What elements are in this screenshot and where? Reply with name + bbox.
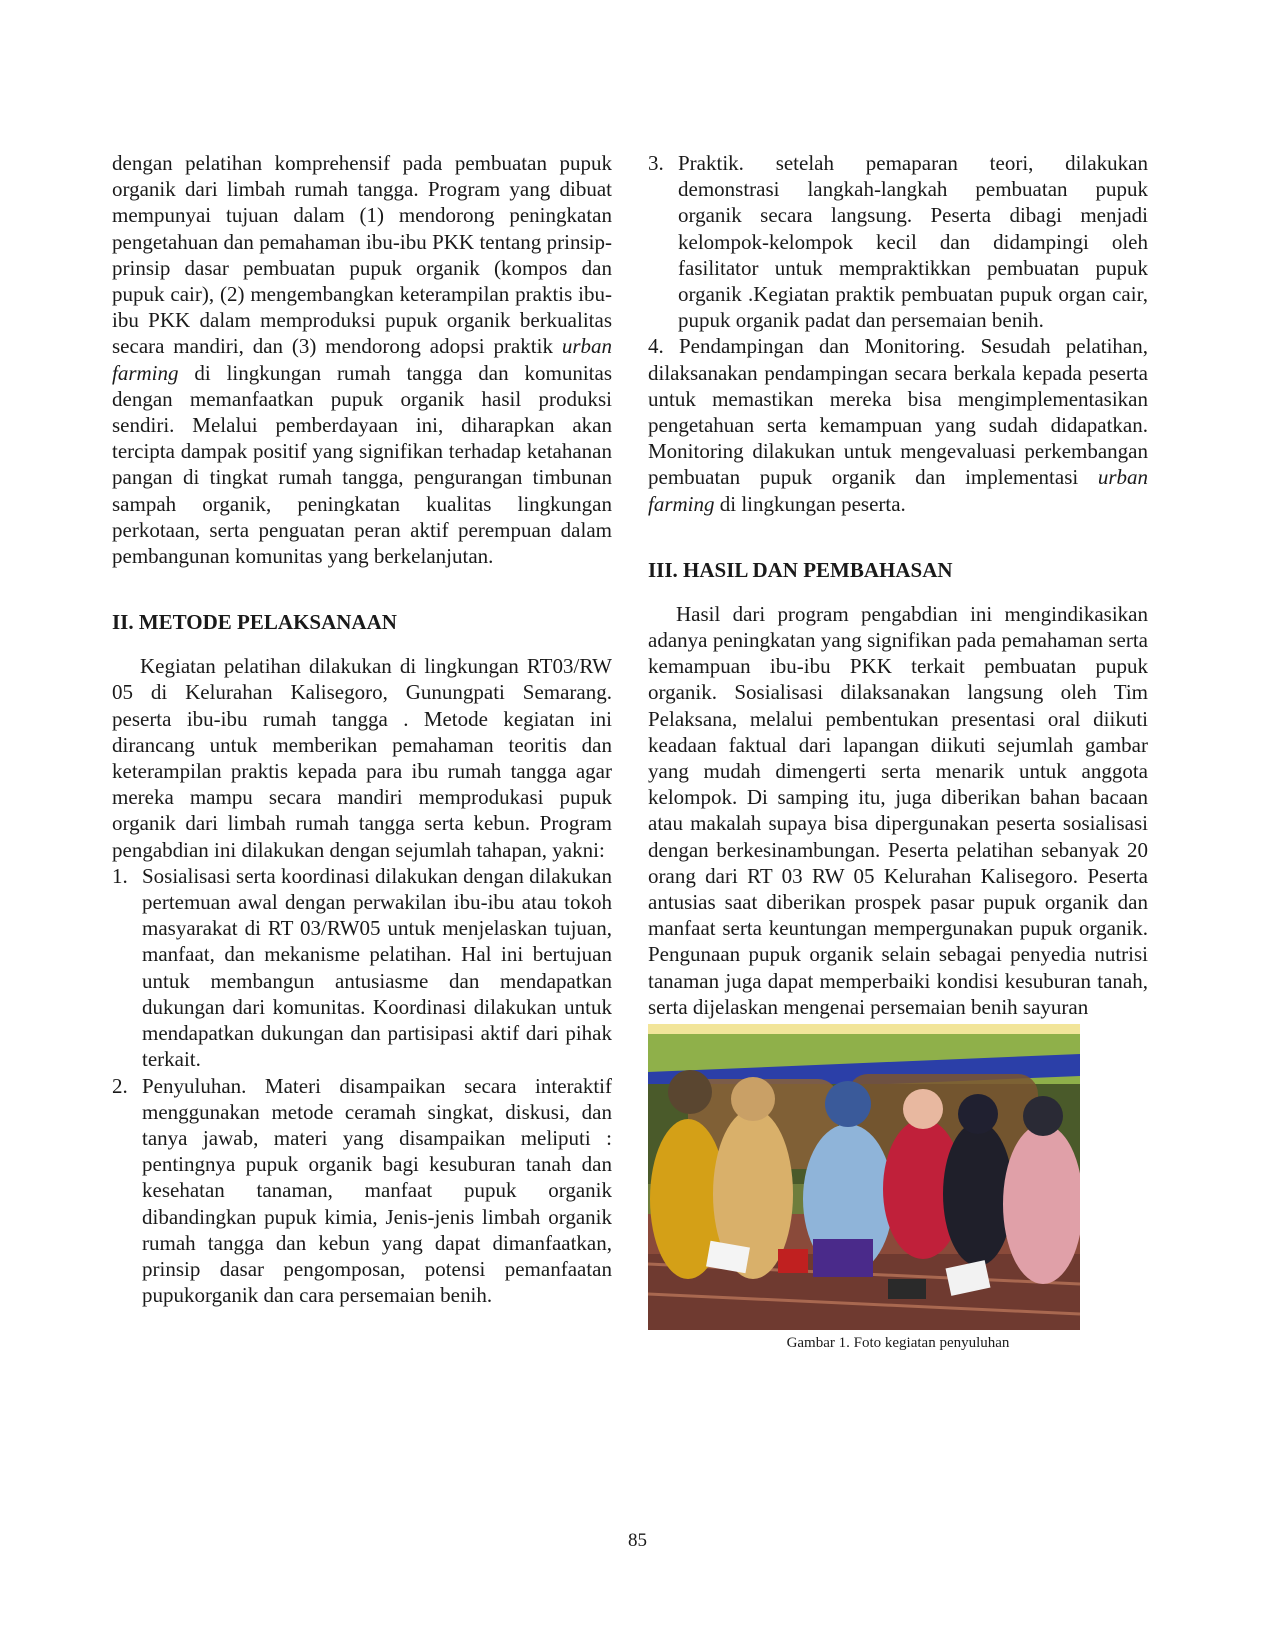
right-column: [648, 150, 1148, 1352]
list-item: [112, 863, 612, 1073]
figure: [648, 1024, 1148, 1352]
methods-steps-list: [112, 863, 612, 1308]
activity-photo: [648, 1024, 1080, 1330]
list-item-text: Praktik. setelah pemaparan teori, dilakukan demonstrasi langkah-langkah pembuatan pupuk organik secara langsung. Peserta dibagi menjadi kelompok-kelompok kecil dan didampingi oleh fasilitator untuk mempraktikkan pembuatan pupuk organik .Kegiatan praktik pembuatan pupuk organ cair, pupuk organik padat dan persemaian benih.: [678, 151, 1148, 333]
list-item: [648, 333, 1148, 516]
methods-steps-list-continued: [648, 150, 1148, 517]
list-number: 2.: [112, 1073, 128, 1098]
list-item: [112, 1073, 612, 1309]
list-number: 1.: [112, 863, 128, 888]
figure-caption: Gambar 1. Foto kegiatan penyuluhan: [786, 1335, 1010, 1352]
italic-term: urban farming: [648, 465, 1148, 516]
list-item-text: Sosialisasi serta koordinasi dilakukan dengan dilakukan pertemuan awal dengan perwakilan ibu-ibu atau tokoh masyarakat di RT 03/RW05 untuk menjelaskan tujuan, manfaat, dan mekanisme pelatihan. Hal ini bertujuan untuk membangun antusiasme dan mendapatkan dukungan dari komunitas. Koordinasi dilakukan untuk mendapatkan dukungan dan partisipasi aktif dari pihak terkait.: [142, 863, 612, 1072]
methods-paragraph: Kegiatan pelatihan dilakukan di lingkungan RT03/RW 05 di Kelurahan Kalisegoro, Gunungpati Semarang. peserta ibu-ibu rumah tangga . Metode kegiatan ini dirancang untuk memberikan pemahaman teoritis dan keterampilan praktis kepada para ibu rumah tangga agar mereka mampu secara mandiri memprodukasi pupuk organik dari limbah rumah tangga serta kebun. Program pengabdian ini dilakukan dengan sejumlah tahapan, yakni:: [112, 654, 612, 862]
section-heading-results: III. HASIL DAN PEMBAHASAN: [648, 557, 953, 582]
list-item-text: Penyuluhan. Materi disampaikan secara interaktif menggunakan metode ceramah singkat, diskusi, dan tanya jawab, materi yang disampaikan meliputi : pentingnya pupuk organik bagi kesuburan tanah dan kesehatan tanaman, manfaat pupuk organik dibandingkan pupuk kimia, Jenis-jenis limbah organik rumah tangga dan kebun yang dapat dimanfaatkan, prinsip dasar pengomposan, potensi pemanfaatan pupukorganik dan cara persemaian benih.: [142, 1073, 612, 1308]
left-column: [112, 150, 612, 1308]
intro-paragraph: dengan pelatihan komprehensif pada pembuatan pupuk organik dari limbah rumah tangga. Program yang dibuat mempunyai tujuan dalam (1) mendorong peningkatan pengetahuan dan pemahaman ibu-ibu PKK tentang prinsip-prinsip dasar pembuatan pupuk organik (kompos dan pupuk cair), (2) mengembangkan keterampilan praktis ibu-ibu PKK dalam memproduksi pupuk organik berkualitas secara mandiri, dan (3) mendorong adopsi praktik urban farming di lingkungan rumah tangga dan komunitas dengan memanfaatkan pupuk organik hasil produksi sendiri. Melalui pemberdayaan ini, diharapkan akan tercipta dampak positif yang signifikan terhadap ketahanan pangan di tingkat rumah tangga, pengurangan timbunan sampah organik, peningkatan kualitas lingkungan perkotaan, serta penguatan peran aktif perempuan dalam pembangunan komunitas yang berkelanjutan.: [112, 151, 612, 569]
italic-term: urban farming: [112, 334, 612, 385]
list-number: 3.: [648, 151, 664, 175]
list-item-text: Pendampingan dan Monitoring. Sesudah pelatihan, dilaksanakan pendampingan secara berkala kepada peserta untuk memastikan mereka bisa mengimplementasikan pengetahuan serta kemampuan yang sudah didapatkan. Monitoring dilakukan untuk mengevaluasi perkembangan pembuatan pupuk organik dan implementasi urban farming di lingkungan peserta.: [648, 334, 1148, 516]
results-paragraph: Hasil dari program pengabdian ini mengindikasikan adanya peningkatan yang signifikan pada pemahaman serta kemampuan ibu-ibu PKK terkait pembuatan pupuk organik. Sosialisasi dilaksanakan langsung oleh Tim Pelaksana, melalui pembentukan presentasi oral diikuti keadaan faktual dari lapangan diikuti sejumlah gambar yang mudah dimengerti serta menarik untuk anggota kelompok. Di samping itu, juga diberikan bahan bacaan atau makalah supaya bisa dipergunakan peserta sosialisasi dengan berkesinambungan. Peserta pelatihan sebanyak 20 orang dari RT 03 RW 05 Kelurahan Kalisegoro. Peserta antusias saat diberikan prospek pasar pupuk organik dan manfaat serta keuntungan mempergunakan pupuk organik. Pengunaan pupuk organik selain sebagai penyedia nutrisi tanaman juga dapat memperbaiki kondisi kesuburan tanah, serta dijelaskan mengenai persemaian benih sayuran: [648, 601, 1148, 1019]
list-number: 4.: [648, 334, 664, 359]
list-item: [648, 150, 1148, 333]
page-number: 85: [628, 1530, 647, 1551]
section-heading-methods: II. METODE PELAKSANAAN: [112, 610, 397, 635]
